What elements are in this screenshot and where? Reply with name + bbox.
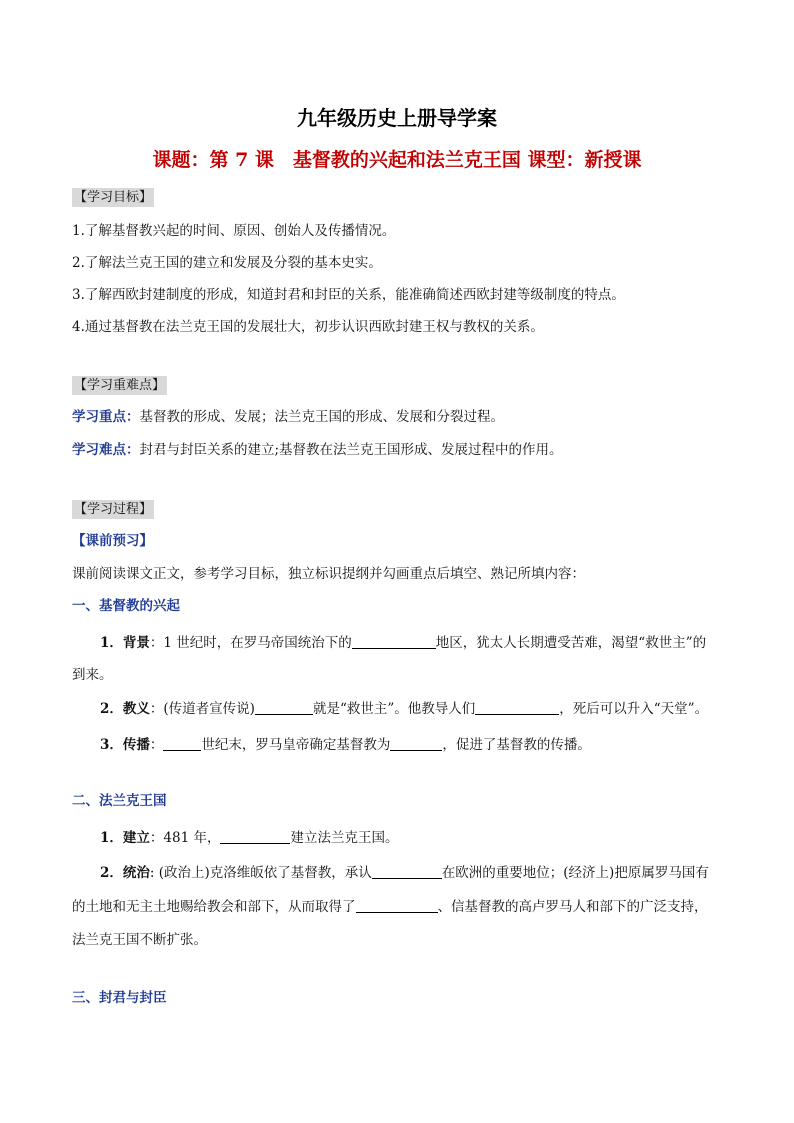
difficulty-text: 封君与封臣关系的建立;基督教在法兰克王国形成、发展过程中的作用。 [139, 442, 563, 458]
rule-text: : (政治上)克洛维皈依了基督教，承认 [149, 865, 372, 881]
doctrine-label: 2．教义 [100, 701, 150, 717]
spread-text: ： [149, 737, 164, 753]
objective-item: 4.通过基督教在法兰克王国的发展壮大，初步认识西欧封建王权与教权的关系。 [72, 319, 544, 335]
process-section [72, 498, 154, 517]
keypoints-tag: 【学习重难点】 [74, 378, 166, 393]
section-heading: 一、基督教的兴起 [72, 598, 180, 614]
fill-blank[interactable] [356, 898, 438, 913]
fill-blank[interactable] [220, 829, 290, 844]
fill-blank[interactable] [372, 864, 442, 879]
fill-blank[interactable] [352, 634, 436, 649]
preview-label: 【课前预习】 [72, 533, 153, 549]
doctrine-text: 就是“救世主”。他教导人们 [312, 701, 476, 717]
founding-line [100, 826, 398, 846]
keypoints-section [72, 374, 167, 393]
objectives-section [72, 186, 154, 205]
founding-label: 1．建立 [100, 830, 150, 846]
lesson-subtitle: 课题：第 7 课 基督教的兴起和法兰克王国 课型：新授课 [152, 149, 642, 171]
background-text: ：1 世纪时，在罗马帝国统治下的 [149, 635, 352, 651]
objectives-tag: 【学习目标】 [74, 190, 153, 205]
spread-line [100, 733, 591, 753]
fill-blank[interactable] [163, 736, 201, 751]
difficulty-line [72, 438, 563, 458]
fill-blank[interactable] [475, 700, 559, 715]
objective-item: 1.了解基督教兴起的时间、原因、创始人及传播情况。 [72, 223, 396, 239]
section-heading: 二、法兰克王国 [72, 793, 167, 809]
rule-text: 的土地和无主土地赐给教会和部下，从而取得了 [72, 899, 356, 915]
background-line [100, 631, 706, 651]
background-text: 地区，犹太人长期遭受苦难，渴望“救世主”的 [435, 635, 707, 651]
process-tag: 【学习过程】 [74, 502, 153, 517]
spread-label: 3．传播 [100, 737, 150, 753]
spread-text: 世纪末，罗马皇帝确定基督教为 [201, 737, 391, 753]
doctrine-line [100, 697, 708, 717]
rule-line [100, 861, 709, 881]
page-title: 九年级历史上册导学案 [297, 106, 497, 130]
rule-text: 在欧洲的重要地位；(经济上)把原属罗马国有 [441, 865, 709, 881]
founding-text: ：481 年， [149, 830, 221, 846]
fill-blank[interactable] [390, 736, 442, 751]
objective-item: 2.了解法兰克王国的建立和发展及分裂的基本史实。 [72, 255, 382, 271]
spread-text: ，促进了基督教的传播。 [442, 737, 591, 753]
section-heading: 三、封君与封臣 [72, 990, 167, 1006]
focus-label: 学习重点： [72, 409, 140, 425]
rule-cont-line: 法兰克王国不断扩张。 [72, 932, 207, 948]
focus-text: 基督教的形成、发展；法兰克王国的形成、发展和分裂过程。 [139, 409, 504, 425]
background-cont: 到来。 [72, 667, 113, 683]
preview-intro: 课前阅读课文正文，参考学习目标，独立标识提纲并勾画重点后填空、熟记所填内容： [72, 566, 585, 582]
background-label: 1．背景 [100, 635, 150, 651]
focus-line [72, 405, 504, 425]
doctrine-text: ，死后可以升入“天堂”。 [559, 701, 709, 717]
doctrine-text: ：(传道者宣传说) [149, 701, 255, 717]
rule-cont-line [72, 895, 708, 915]
difficulty-label: 学习难点： [72, 442, 140, 458]
fill-blank[interactable] [255, 700, 313, 715]
rule-text: 、信基督教的高卢罗马人和部下的广泛支持， [437, 899, 708, 915]
rule-label: 2．统治 [100, 865, 150, 881]
founding-text: 建立法兰克王国。 [290, 830, 399, 846]
objective-item: 3.了解西欧封建制度的形成，知道封君和封臣的关系，能准确简述西欧封建等级制度的特点。 [72, 287, 625, 303]
